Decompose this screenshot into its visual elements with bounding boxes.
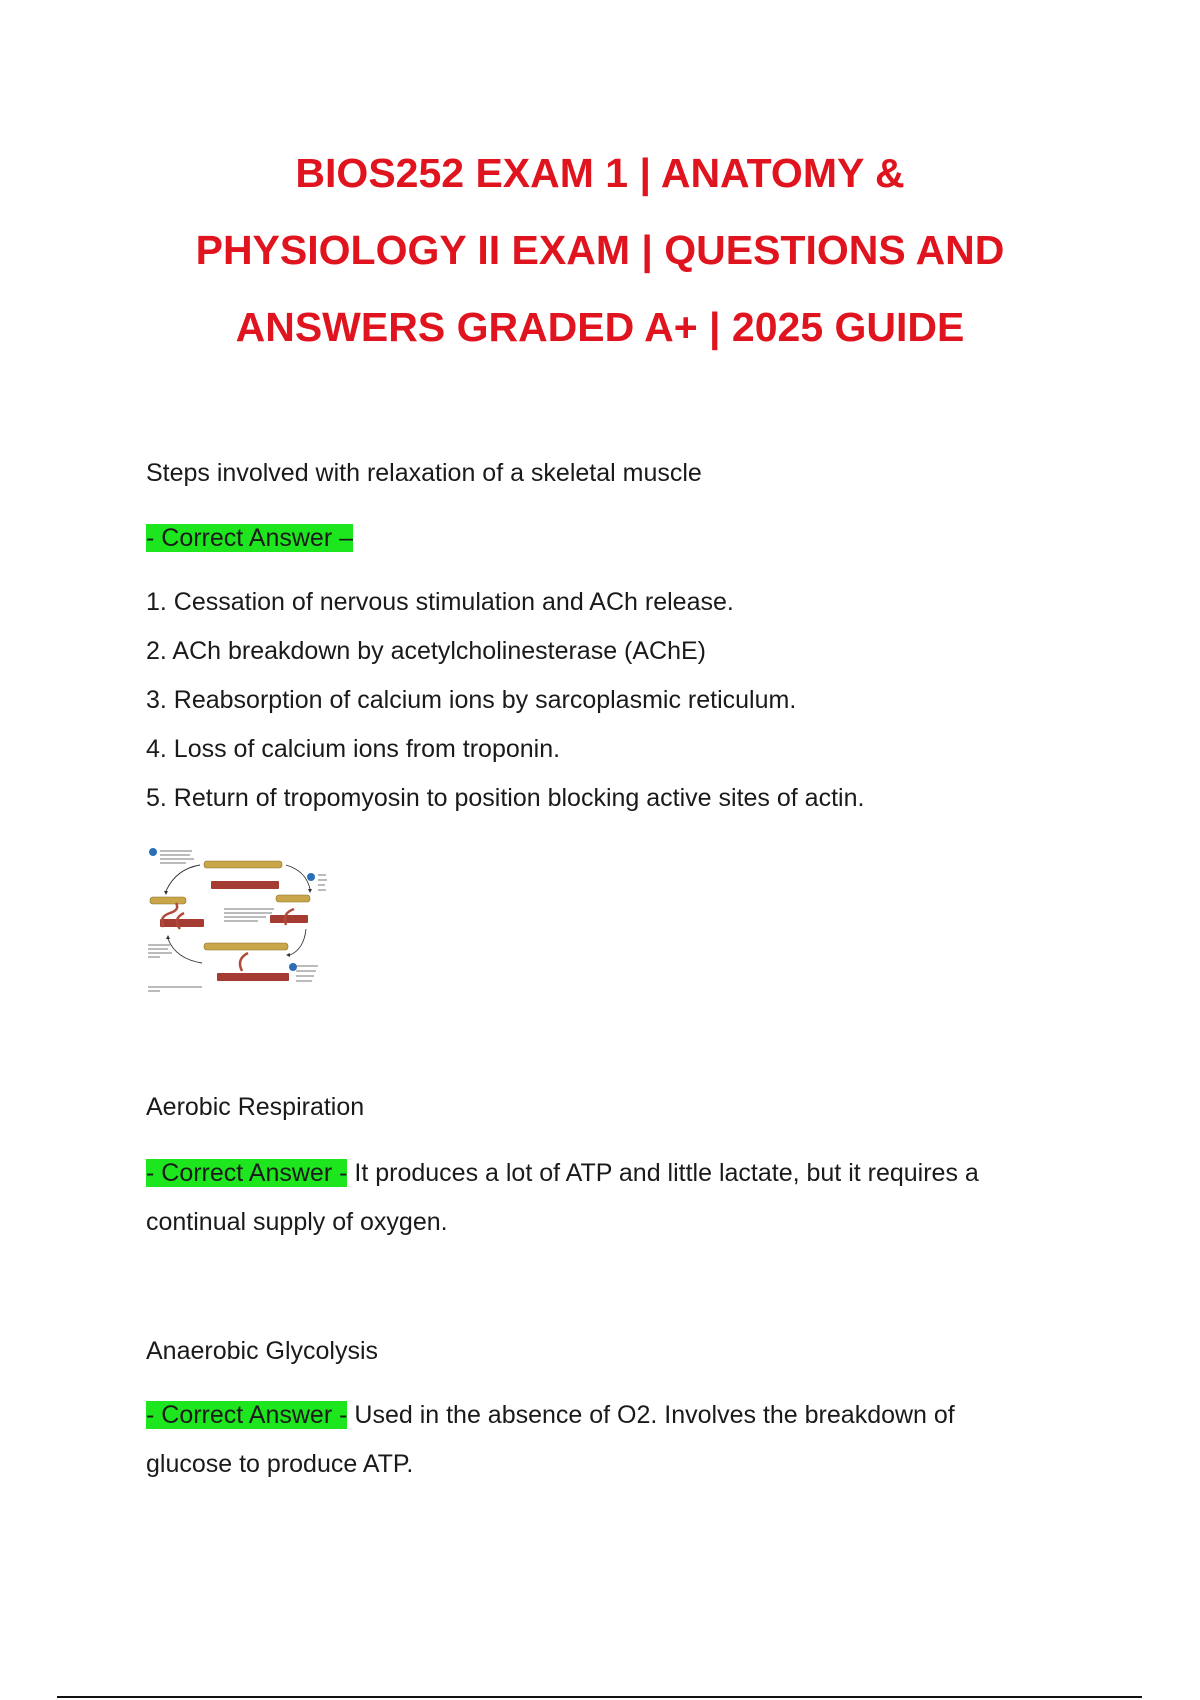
answer-step-3: 3. Reabsorption of calcium ions by sarcoplasmic reticulum. — [146, 686, 797, 714]
answer-step-1: 1. Cessation of nervous stimulation and ACh release. — [146, 588, 734, 616]
answer-3 — [146, 1391, 1046, 1489]
question-3: Anaerobic Glycolysis — [146, 1337, 379, 1365]
answer-highlight: - Correct Answer - — [146, 1401, 348, 1429]
answer-2 — [146, 1149, 1046, 1247]
answer-step-2: 2. ACh breakdown by acetylcholinesterase (AChE) — [146, 637, 707, 665]
answer-highlight: - Correct Answer - — [146, 1159, 348, 1187]
question-1: Steps involved with relaxation of a skeletal muscle — [146, 459, 702, 487]
question-2: Aerobic Respiration — [146, 1093, 365, 1121]
answer-text: Used in the absence of O2. Involves the breakdown of glucose to produce ATP. — [146, 1401, 955, 1478]
answer-step-4: 4. Loss of calcium ions from troponin. — [146, 735, 561, 763]
title-line-1: BIOS252 EXAM 1 | ANATOMY & — [295, 150, 905, 196]
answer-text: It produces a lot of ATP and little lactate, but it requires a continual supply of oxygen. — [146, 1159, 979, 1236]
title-line-2: PHYSIOLOGY II EXAM | QUESTIONS AND — [195, 227, 1005, 273]
footer-rule — [57, 1696, 1142, 1698]
cross-bridge-cycle-diagram — [146, 845, 331, 1000]
document-title — [0, 135, 1200, 366]
answer-highlight: - Correct Answer – — [146, 524, 354, 552]
answer-step-5: 5. Return of tropomyosin to position blocking active sites of actin. — [146, 784, 865, 812]
title-line-3: ANSWERS GRADED A+ | 2025 GUIDE — [235, 304, 965, 350]
correct-answer-label-1 — [146, 523, 353, 553]
